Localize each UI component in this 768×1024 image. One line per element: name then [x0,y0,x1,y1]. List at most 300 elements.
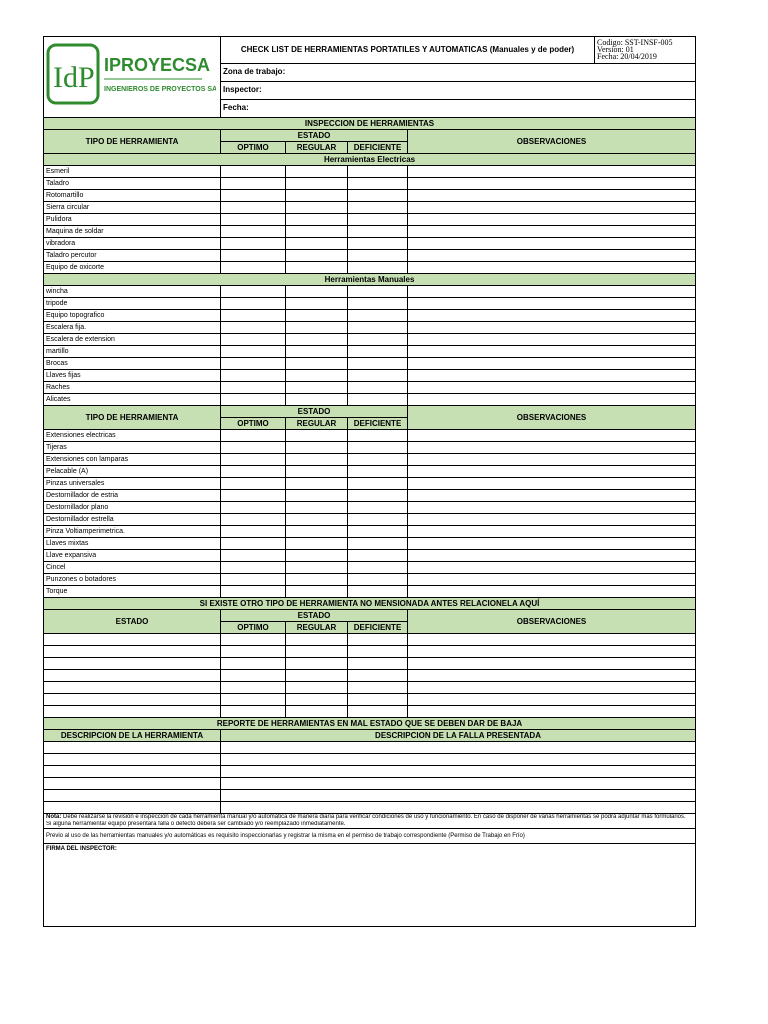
optimo-check[interactable] [221,382,286,394]
optimo-check[interactable] [221,358,286,370]
tool-name: Equipo de oxicorte [44,262,221,274]
table-row [44,250,696,262]
table-row [44,502,696,514]
note-2: Si alguna herramienta/ equipo presentara falla o defecto deberá ser cambiado y/o reemplazado inmediatamente. [44,821,696,829]
deficiente-check[interactable] [348,514,408,526]
table-row [44,322,696,334]
deficiente-check[interactable] [348,502,408,514]
regular-check[interactable] [286,382,348,394]
observaciones-field[interactable] [408,466,696,478]
tool-name [44,634,221,646]
deficiente-check[interactable] [348,478,408,490]
report-failure-field[interactable] [221,802,696,814]
regular-check[interactable] [286,646,348,658]
table-row [44,706,696,718]
deficiente-check[interactable] [348,550,408,562]
deficiente-check[interactable] [348,202,408,214]
optimo-check[interactable] [221,466,286,478]
tool-name: Llave expansiva [44,550,221,562]
table-row [44,358,696,370]
tool-name: Punzones o botadores [44,574,221,586]
optimo-check[interactable] [221,226,286,238]
regular-check[interactable] [286,682,348,694]
observaciones-field[interactable] [408,202,696,214]
tool-name: Extensiones con lamparas [44,454,221,466]
table-row [44,718,696,730]
report-failure-field[interactable] [221,766,696,778]
observaciones-field[interactable] [408,190,696,202]
deficiente-check[interactable] [348,370,408,382]
observaciones-field[interactable] [408,214,696,226]
col-estado-header: ESTADO [221,130,408,142]
tool-name: Taladro [44,178,221,190]
table-row [44,226,696,238]
report-tool-field[interactable] [44,766,221,778]
table-row [44,334,696,346]
table-row [44,742,696,754]
report-tool-field[interactable] [44,742,221,754]
regular-check[interactable] [286,178,348,190]
optimo-check[interactable] [221,370,286,382]
deficiente-check[interactable] [348,394,408,406]
manual-section-title: Herramientas Manuales [44,274,696,286]
logo-icon [46,41,216,111]
optimo-check[interactable] [221,262,286,274]
tool-name: Alicates [44,394,221,406]
observaciones-field[interactable] [408,706,696,718]
form-title: CHECK LIST DE HERRAMIENTAS PORTATILES Y AUTOMATICAS (Manuales y de poder) [221,37,595,64]
other-section-title: SI EXISTE OTRO TIPO DE HERRAMIENTA NO MENSIONADA ANTES RELACIONELA AQUÍ [44,598,696,610]
col-regular-header: REGULAR [286,622,348,634]
table-row [44,550,696,562]
optimo-check[interactable] [221,526,286,538]
tool-name: wincha [44,286,221,298]
regular-check[interactable] [286,490,348,502]
regular-check[interactable] [286,250,348,262]
firma-field[interactable]: FIRMA DEL INSPECTOR: [44,844,696,927]
col-optimo-header: OPTIMO [221,622,286,634]
table-row [44,238,696,250]
note-label: Nota: [46,814,62,820]
col-estado-header: ESTADO [221,610,408,622]
observaciones-field[interactable] [408,286,696,298]
optimo-check[interactable] [221,250,286,262]
optimo-check[interactable] [221,394,286,406]
tool-name: Escalera de extension [44,334,221,346]
optimo-check[interactable] [221,310,286,322]
table-row [44,814,696,822]
regular-check[interactable] [286,190,348,202]
deficiente-check[interactable] [348,694,408,706]
optimo-check[interactable] [221,682,286,694]
optimo-check[interactable] [221,238,286,250]
tool-name: Maquina de soldar [44,226,221,238]
optimo-check[interactable] [221,178,286,190]
observaciones-field[interactable] [408,298,696,310]
optimo-check[interactable] [221,646,286,658]
deficiente-check[interactable] [348,682,408,694]
tool-name: Destornillador plano [44,502,221,514]
col-deficiente-header: DEFICIENTE [348,622,408,634]
optimo-check[interactable] [221,286,286,298]
table-row [44,442,696,454]
inspection-title: INSPECCION DE HERRAMIENTAS [44,118,696,130]
deficiente-check[interactable] [348,178,408,190]
regular-check[interactable] [286,370,348,382]
table-row [44,286,696,298]
regular-check[interactable] [286,526,348,538]
deficiente-check[interactable] [348,490,408,502]
deficiente-check[interactable] [348,430,408,442]
table-row [44,670,696,682]
deficiente-check[interactable] [348,262,408,274]
deficiente-check[interactable] [348,310,408,322]
observaciones-field[interactable] [408,658,696,670]
note-1-text: Debe realizarse la revisión e inspección de cada herramienta manual y/o automática de manera diaria para verificar condiciones de uso y funcionamiento. En caso de disponer de varias herramientas se podrá adjuntar mas formularios. [63,814,686,820]
deficiente-check[interactable] [348,658,408,670]
table-row [44,526,696,538]
observaciones-field[interactable] [408,334,696,346]
observaciones-field[interactable] [408,586,696,598]
col-tipo-header: TIPO DE HERRAMIENTA [44,130,221,154]
observaciones-field[interactable] [408,262,696,274]
observaciones-field[interactable] [408,490,696,502]
table-row [44,298,696,310]
table-row [44,454,696,466]
deficiente-check[interactable] [348,466,408,478]
table-row [44,130,696,142]
deficiente-check[interactable] [348,298,408,310]
deficiente-check[interactable] [348,286,408,298]
observaciones-field[interactable] [408,250,696,262]
col-estado-header: ESTADO [221,406,408,418]
tool-name: Equipo topografico [44,310,221,322]
regular-check[interactable] [286,634,348,646]
deficiente-check[interactable] [348,250,408,262]
observaciones-field[interactable] [408,166,696,178]
regular-check[interactable] [286,706,348,718]
table-row [44,790,696,802]
optimo-check[interactable] [221,634,286,646]
report-failure-field[interactable] [221,742,696,754]
deficiente-check[interactable] [348,382,408,394]
table-row [44,766,696,778]
observaciones-field[interactable] [408,634,696,646]
tool-name: martillo [44,346,221,358]
optimo-check[interactable] [221,550,286,562]
deficiente-check[interactable] [348,670,408,682]
regular-check[interactable] [286,202,348,214]
tool-name: Cincel [44,562,221,574]
optimo-check[interactable] [221,202,286,214]
observaciones-field[interactable] [408,178,696,190]
regular-check[interactable] [286,550,348,562]
tool-name: Esmeril [44,166,221,178]
regular-check[interactable] [286,166,348,178]
table-row [44,598,696,610]
optimo-check[interactable] [221,478,286,490]
report-failure-field[interactable] [221,790,696,802]
deficiente-check[interactable] [348,226,408,238]
optimo-check[interactable] [221,502,286,514]
observaciones-field[interactable] [408,478,696,490]
deficiente-check[interactable] [348,586,408,598]
report-col-failure: DESCRIPCION DE LA FALLA PRESENTADA [221,730,696,742]
observaciones-field[interactable] [408,502,696,514]
tool-name: Pulidora [44,214,221,226]
regular-check[interactable] [286,454,348,466]
table-row [44,394,696,406]
tool-name: Rotomartillo [44,190,221,202]
electric-section-title: Herramientas Electricas [44,154,696,166]
regular-check[interactable] [286,358,348,370]
report-tool-field[interactable] [44,754,221,766]
codigo: Codigo: SST-INSF-005 [597,38,673,48]
table-row [44,274,696,286]
observaciones-field[interactable] [408,238,696,250]
regular-check[interactable] [286,262,348,274]
deficiente-check[interactable] [348,334,408,346]
optimo-check[interactable] [221,562,286,574]
optimo-check[interactable] [221,538,286,550]
tool-name: Brocas [44,358,221,370]
table-row [44,178,696,190]
deficiente-check[interactable] [348,166,408,178]
regular-check[interactable] [286,310,348,322]
observaciones-field[interactable] [408,514,696,526]
observaciones-field[interactable] [408,346,696,358]
regular-check[interactable] [286,466,348,478]
regular-check[interactable] [286,442,348,454]
observaciones-field[interactable] [408,694,696,706]
regular-check[interactable] [286,346,348,358]
observaciones-field[interactable] [408,322,696,334]
table-row [44,490,696,502]
table-row [44,466,696,478]
fecha-field[interactable]: Fecha: [221,99,696,117]
observaciones-field[interactable] [408,670,696,682]
table-row [44,346,696,358]
tool-name: Pelacable (A) [44,466,221,478]
deficiente-check[interactable] [348,562,408,574]
table-row [44,730,696,742]
note-1 [44,814,696,822]
report-failure-field[interactable] [221,754,696,766]
col-tipo-header: TIPO DE HERRAMIENTA [44,406,221,430]
checklist-form [43,36,695,927]
optimo-check[interactable] [221,490,286,502]
regular-check[interactable] [286,658,348,670]
tool-name: Destornillador estrella [44,514,221,526]
company-logo [44,37,221,118]
optimo-check[interactable] [221,322,286,334]
deficiente-check[interactable] [348,346,408,358]
optimo-check[interactable] [221,586,286,598]
deficiente-check[interactable] [348,442,408,454]
observaciones-field[interactable] [408,682,696,694]
tool-name: tripode [44,298,221,310]
doc-meta [595,37,696,64]
deficiente-check[interactable] [348,322,408,334]
col-observaciones-header: OBSERVACIONES [408,610,696,634]
regular-check[interactable] [286,502,348,514]
regular-check[interactable] [286,586,348,598]
deficiente-check[interactable] [348,574,408,586]
deficiente-check[interactable] [348,646,408,658]
observaciones-field[interactable] [408,442,696,454]
tool-name: Destornillador de estria [44,490,221,502]
regular-check[interactable] [286,670,348,682]
form-table [43,36,696,927]
table-row [44,370,696,382]
optimo-check[interactable] [221,658,286,670]
col-optimo-header: OPTIMO [221,418,286,430]
table-row [44,610,696,622]
optimo-check[interactable] [221,190,286,202]
deficiente-check[interactable] [348,358,408,370]
regular-check[interactable] [286,298,348,310]
regular-check[interactable] [286,238,348,250]
table-row [44,382,696,394]
tool-name: Pinzas universales [44,478,221,490]
observaciones-field[interactable] [408,562,696,574]
col-optimo-header: OPTIMO [221,142,286,154]
report-tool-field[interactable] [44,802,221,814]
report-col-tool: DESCRIPCION DE LA HERRAMIENTA [44,730,221,742]
observaciones-field[interactable] [408,550,696,562]
table-row [44,214,696,226]
report-tool-field[interactable] [44,790,221,802]
observaciones-field[interactable] [408,394,696,406]
optimo-check[interactable] [221,334,286,346]
regular-check[interactable] [286,538,348,550]
report-failure-field[interactable] [221,778,696,790]
table-row [44,634,696,646]
tool-name: Extensiones electricas [44,430,221,442]
tool-name: Tijeras [44,442,221,454]
deficiente-check[interactable] [348,214,408,226]
optimo-check[interactable] [221,298,286,310]
table-row [44,802,696,814]
table-row [44,829,696,844]
col-tipo-header: ESTADO [44,610,221,634]
table-row [44,682,696,694]
optimo-check[interactable] [221,214,286,226]
report-tool-field[interactable] [44,778,221,790]
deficiente-check[interactable] [348,634,408,646]
optimo-check[interactable] [221,454,286,466]
col-observaciones-header: OBSERVACIONES [408,130,696,154]
regular-check[interactable] [286,574,348,586]
table-row [44,262,696,274]
tool-name: Llaves fijas [44,370,221,382]
zona-field[interactable]: Zona de trabajo: [221,63,696,81]
table-row [44,202,696,214]
optimo-check[interactable] [221,574,286,586]
table-row [44,778,696,790]
regular-check[interactable] [286,514,348,526]
regular-check[interactable] [286,430,348,442]
observaciones-field[interactable] [408,646,696,658]
tool-name: Escalera fija. [44,322,221,334]
deficiente-check[interactable] [348,454,408,466]
optimo-check[interactable] [221,706,286,718]
observaciones-field[interactable] [408,454,696,466]
regular-check[interactable] [286,214,348,226]
optimo-check[interactable] [221,166,286,178]
observaciones-field[interactable] [408,226,696,238]
col-deficiente-header: DEFICIENTE [348,142,408,154]
regular-check[interactable] [286,322,348,334]
observaciones-field[interactable] [408,526,696,538]
table-row [44,574,696,586]
regular-check[interactable] [286,286,348,298]
table-row [44,646,696,658]
col-deficiente-header: DEFICIENTE [348,418,408,430]
regular-check[interactable] [286,334,348,346]
observaciones-field[interactable] [408,358,696,370]
observaciones-field[interactable] [408,538,696,550]
deficiente-check[interactable] [348,526,408,538]
observaciones-field[interactable] [408,574,696,586]
report-section-title: REPORTE DE HERRAMIENTAS EN MAL ESTADO QUE SE DEBEN DAR DE BAJA [44,718,696,730]
regular-check[interactable] [286,694,348,706]
tool-name: Llaves mixtas [44,538,221,550]
optimo-check[interactable] [221,670,286,682]
table-row [44,658,696,670]
optimo-check[interactable] [221,694,286,706]
table-row [44,478,696,490]
deficiente-check[interactable] [348,538,408,550]
tool-name: Torque [44,586,221,598]
table-row [44,166,696,178]
tool-name [44,682,221,694]
deficiente-check[interactable] [348,706,408,718]
observaciones-field[interactable] [408,430,696,442]
regular-check[interactable] [286,562,348,574]
tool-name [44,658,221,670]
tool-name: vibradora [44,238,221,250]
table-row [44,154,696,166]
table-row [44,118,696,130]
regular-check[interactable] [286,226,348,238]
observaciones-field[interactable] [408,382,696,394]
deficiente-check[interactable] [348,238,408,250]
table-row [44,586,696,598]
deficiente-check[interactable] [348,190,408,202]
tool-name: Raches [44,382,221,394]
col-regular-header: REGULAR [286,142,348,154]
optimo-check[interactable] [221,346,286,358]
table-row [44,406,696,418]
col-observaciones-header: OBSERVACIONES [408,406,696,430]
optimo-check[interactable] [221,514,286,526]
observaciones-field[interactable] [408,310,696,322]
inspector-field[interactable]: Inspector: [221,81,696,99]
tool-name [44,670,221,682]
observaciones-field[interactable] [408,370,696,382]
regular-check[interactable] [286,478,348,490]
svg-text:INGENIEROS DE PROYECTOS SA: INGENIEROS DE PROYECTOS SA [104,85,216,93]
optimo-check[interactable] [221,430,286,442]
tool-name: Sierra circular [44,202,221,214]
table-row [44,844,696,927]
tool-name [44,694,221,706]
regular-check[interactable] [286,394,348,406]
doc-date: Fecha: 20/04/2019 [597,52,657,62]
table-row [44,310,696,322]
optimo-check[interactable] [221,442,286,454]
